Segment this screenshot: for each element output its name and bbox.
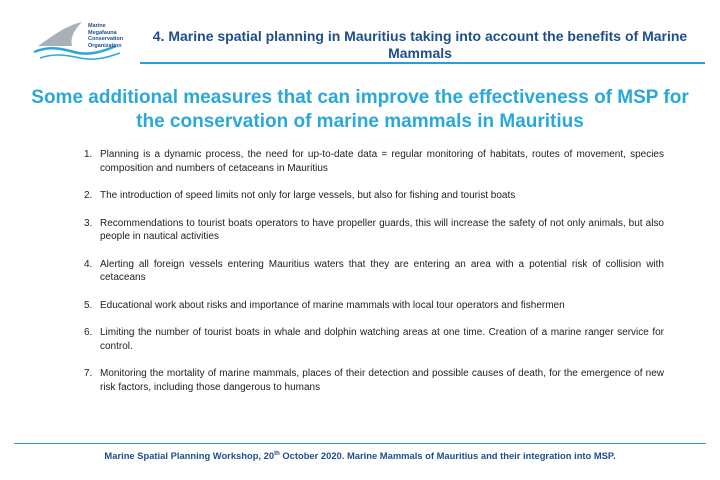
item-number: 7. [84,368,93,379]
item-text: Alerting all foreign vessels entering Mauritius waters that they are entering an area with a potential risk of collision with cetaceans [100,258,664,283]
footer-pre: Marine Spatial Planning Workshop, 20 [104,450,275,461]
page-title: Some additional measures that can improve the effectiveness of MSP for the conservation of marine mammals in Mauritius [31,87,689,132]
item-text: Limiting the number of tourist boats in whale and dolphin watching areas at one time. Creation of a marine ranger service for control. [100,327,664,352]
item-text: Planning is a dynamic process, the need for up-to-date data = regular monitoring of habitats, routes of movement, species composition and numbers of cetaceans in Mauritius [100,149,664,174]
organization-logo [30,16,140,66]
item-number: 1. [84,149,93,160]
footer-text [14,450,706,461]
item-number: 5. [84,299,93,311]
header-divider [140,62,705,64]
item-number: 6. [84,327,93,338]
list-item [74,189,664,203]
item-number: 4. [84,258,93,270]
measures-list [74,148,664,408]
list-item [74,299,664,313]
list-item [74,326,664,353]
footer-sup: th [274,450,280,457]
item-text: The introduction of speed limits not only for large vessels, but also for fishing and tourist boats [100,190,516,201]
list-item [74,148,664,175]
item-number: 3. [84,217,93,229]
list-item [74,367,664,394]
logo-line: Marine [88,23,106,29]
item-text: Monitoring the mortality of marine mammals, places of their detection and possible causes of death, for the emergence of new risk factors, including those dangerous to humans [100,368,664,393]
logo-line: Conservation [88,36,124,42]
list-item [74,217,664,244]
item-text: Educational work about risks and importance of marine mammals with local tour operators and fishermen [100,299,565,311]
logo-line: Organization [88,42,122,49]
logo-wordmark [88,23,140,49]
list-item [74,258,664,285]
footer-post: October 2020. Marine Mammals of Mauritius and their integration into MSP. [279,450,616,461]
item-text: Recommendations to tourist boats operators to have propeller guards, this will increase the safety of not only animals, but also people in nautical activities [100,217,664,242]
section-title: 4. Marine spatial planning in Mauritius taking into account the benefits of Marine Mammals [152,28,688,61]
logo-line: Megafauna [88,29,117,36]
footer-divider [14,443,706,444]
item-number: 2. [84,190,93,201]
